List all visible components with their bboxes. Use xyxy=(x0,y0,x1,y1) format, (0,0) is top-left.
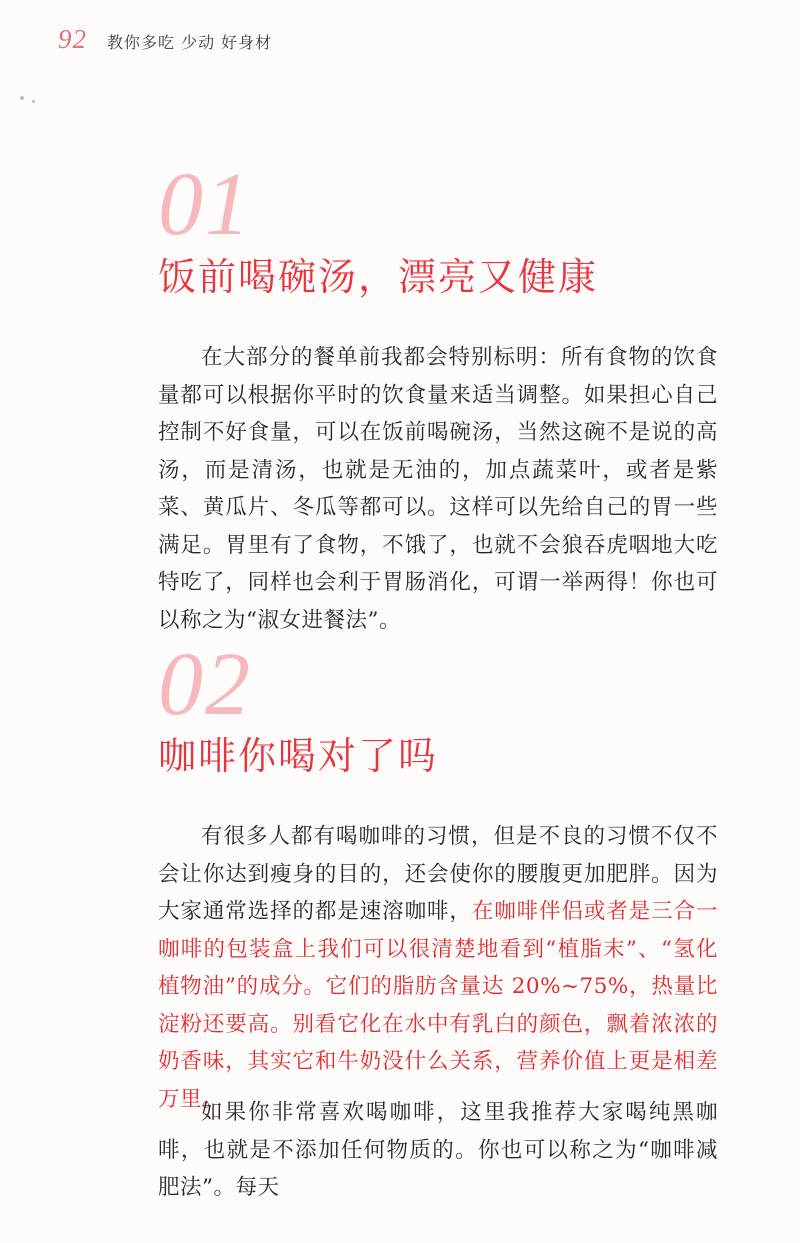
section-02-paragraph-2: 如果你非常喜欢喝咖啡，这里我推荐大家喝纯黑咖啡，也就是不添加任何物质的。你也可以称之为“咖啡减肥法”。每天 xyxy=(158,1100,718,1200)
section-number-01: 01 xyxy=(158,155,252,254)
highlighted-text: 在咖啡伴侣或者是三合一咖啡的包装盒上我们可以很清楚地看到“植脂末”、“氢化植物油”的成分。它们的脂肪含量达 20%~75%，热量比淀粉还要高。别看它化在水中有乳白的颜色，飘着浓浓的奶香味，其实它和牛奶没什么关系，营养价值上更是相差万里。 xyxy=(158,899,718,1112)
section-01-paragraph: 在大部分的餐单前我都会特别标明：所有食物的饮食量都可以根据你平时的饮食量来适当调整。如果担心自己控制不好食量，可以在饭前喝碗汤，当然这碗不是说的高汤，而是清汤，也就是无油的，加点蔬菜叶，或者是紫菜、黄瓜片、冬瓜等都可以。这样可以先给自己的胃一些满足。胃里有了食物，不饿了，也就不会狼吞虎咽地大吃特吃了，同样也会利于胃肠消化，可谓一举两得！你也可以称之为“淑女进餐法”。 xyxy=(158,345,718,633)
section-number-02: 02 xyxy=(158,635,252,734)
paper-speck xyxy=(20,96,24,100)
section-title-01: 饭前喝碗汤，漂亮又健康 xyxy=(158,255,599,299)
section-02-paragraph-1 xyxy=(158,818,718,1118)
page-number: 92 xyxy=(58,24,87,54)
paragraph-normal-text: 有很多人都有喝咖啡的习惯，但是不良的习惯不仅不会让你达到瘦身的目的，还会使你的腰腹更加肥胖。因为大家通常选择的都是速溶咖啡， xyxy=(158,824,718,924)
section-title-02: 咖啡你喝对了吗 xyxy=(158,734,439,778)
running-header xyxy=(58,24,272,60)
book-title: 教你多吃 少动 好身材 xyxy=(107,33,273,52)
paper-speck xyxy=(32,100,35,103)
